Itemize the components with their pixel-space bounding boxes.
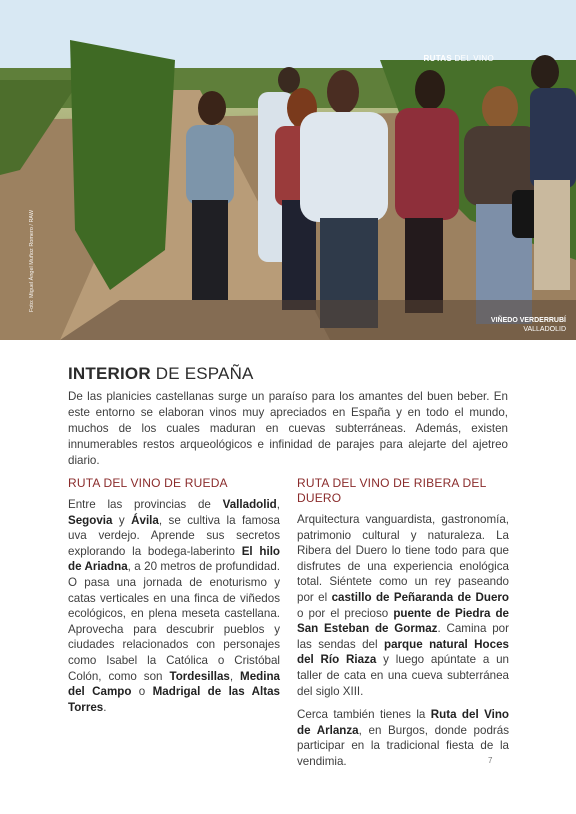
arlanza-paragraph: Cerca también tienes la Ruta del Vino de Arlanza, en Burgos, donde podrás participar en la tradicional fiesta de la vendimia.	[297, 708, 509, 768]
ribera-column	[297, 476, 509, 778]
caption-place: VALLADOLID	[523, 326, 566, 333]
intro-paragraph: De las planicies castellanas surge un paraíso para los amantes del buen beber. En este entorno se elaboran vinos muy apreciados en España y en todo el mundo, muchos de los cuales maduran en cuevas subterráneas. Además, existen innumerables restos arqueológicos e infinidad de parajes para alejarte del ajetreo diario.	[68, 390, 508, 467]
ribera-heading: RUTA DEL VINO DE RIBERA DEL DUERO	[297, 476, 487, 505]
caption-title: VIÑEDO VERDERRUBÍ	[490, 317, 566, 324]
rueda-column	[68, 476, 280, 723]
vineyard-illustration	[0, 0, 576, 340]
section-header-label: RUTAS DEL VINO	[423, 54, 494, 63]
rueda-paragraph: Entre las provincias de Valladolid, Segovia y Ávila, se cultiva la famosa uva verdejo. Aprende sus secretos explorando la bodega-laberinto El hilo de Ariadna, a 20 metros de profundidad. O pasa una jornada de enoturismo y catas verticales en una finca de viñedos ecológicos, en plena meseta castellana. Aprovecha para descubrir pueblos y ciudades relacionados con personajes como Isabel la Católica o Cristóbal Colón, como son Tordesillas, Medina del Campo o Madrigal de las Altas Torres.	[68, 498, 281, 714]
page-number: 7	[488, 756, 493, 765]
photo-caption	[491, 316, 566, 334]
section-title: INTERIOR DE ESPAÑA	[68, 364, 254, 383]
ribera-paragraph: Arquitectura vanguardista, gastronomía, patrimonio cultural y naturaleza. La Ribera del Duero lo tiene todo para que disfrutes de una experiencia enológica total. Siéntete como un rey paseando por el castillo de Peñaranda de Duero o por el precioso puente de Piedra de San Esteban de Gormaz. Camina por las sendas del parque natural Hoces del Río Riaza y luego apúntate a un taller de cata en una cueva subterránea del siglo XIII.	[297, 513, 510, 698]
photo-credit: Foto: Miguel Ángel Muñoz Romero / RAW	[29, 209, 35, 313]
rueda-heading: RUTA DEL VINO DE RUEDA	[68, 476, 228, 490]
vineyard-photo	[0, 0, 576, 340]
